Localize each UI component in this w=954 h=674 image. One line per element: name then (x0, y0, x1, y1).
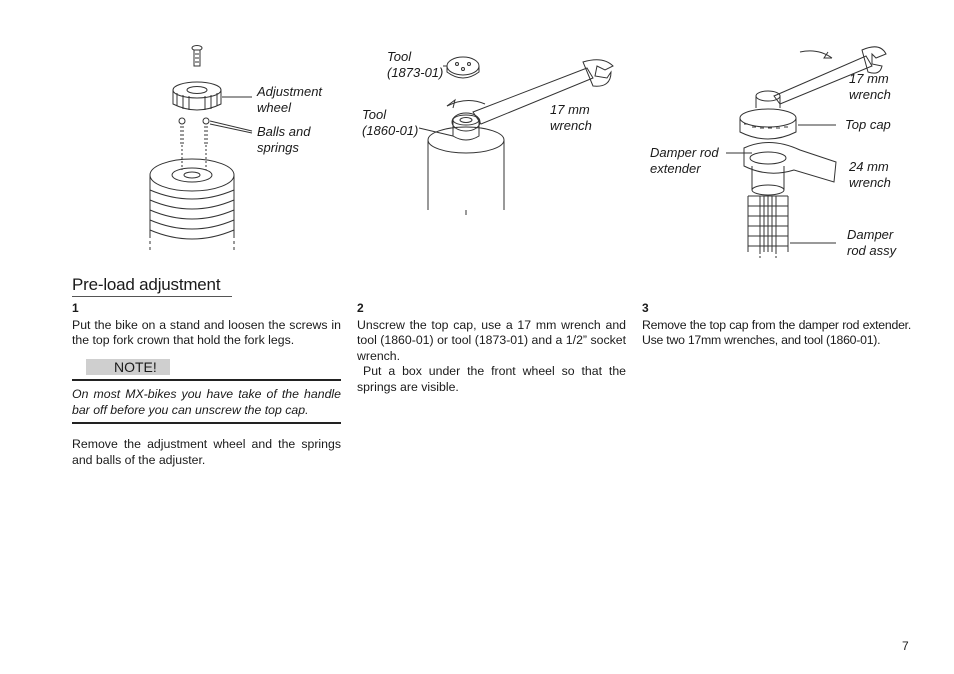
step-text: Unscrew the top cap, use a 17 mm wrench and tool (1860-01) or tool (1873-01) and a 1/2” socket wrench. (357, 317, 626, 363)
label-balls-and-springs: Balls and springs (257, 124, 311, 155)
step-text: Put the bike on a stand and loosen the screws in the top fork crown that hold the fork legs. (72, 317, 341, 347)
figure-top-cap-removal (355, 0, 635, 260)
section-title: Pre-load adjustment (72, 275, 232, 297)
step-text-secondary: Put a box under the front wheel so that the springs are visible. (357, 364, 626, 394)
label-tool-1860: Tool (1860-01) (362, 107, 419, 138)
label-top-cap: Top cap (845, 117, 891, 132)
step-number: 3 (642, 301, 649, 315)
figure-damper-rod (640, 0, 920, 262)
page-number: 7 (902, 639, 909, 653)
step-number: 2 (357, 301, 364, 315)
note-heading: NOTE! (86, 359, 170, 375)
label-24mm-wrench: 24 mm wrench (849, 159, 891, 190)
label-tool-1873: Tool (1873-01) (387, 49, 444, 80)
step-1 (72, 301, 341, 349)
label-adjustment-wheel: Adjustment wheel (257, 84, 323, 115)
label-damper-rod-extender: Damper rod extender (650, 145, 719, 176)
adjuster-illustration (140, 0, 370, 260)
step-number: 1 (72, 301, 79, 315)
step-3 (642, 301, 911, 349)
step-2 (357, 301, 626, 395)
label-damper-rod-assy: Damper rod assy (847, 227, 897, 258)
label-17mm-wrench: 17 mm wrench (550, 102, 592, 133)
figure-adjuster (140, 0, 370, 260)
note-text: On most MX-bikes you have take of the handle bar off before you can unscrew the top cap. (72, 381, 341, 424)
step-text: Remove the top cap from the damper rod extender. Use two 17mm wrenches, and tool (1860-01). (642, 317, 911, 347)
label-17mm-wrench-fig3: 17 mm wrench (849, 71, 891, 102)
remove-adjuster-text: Remove the adjustment wheel and the springs and balls of the adjuster. (72, 437, 341, 467)
note-box (72, 359, 341, 424)
